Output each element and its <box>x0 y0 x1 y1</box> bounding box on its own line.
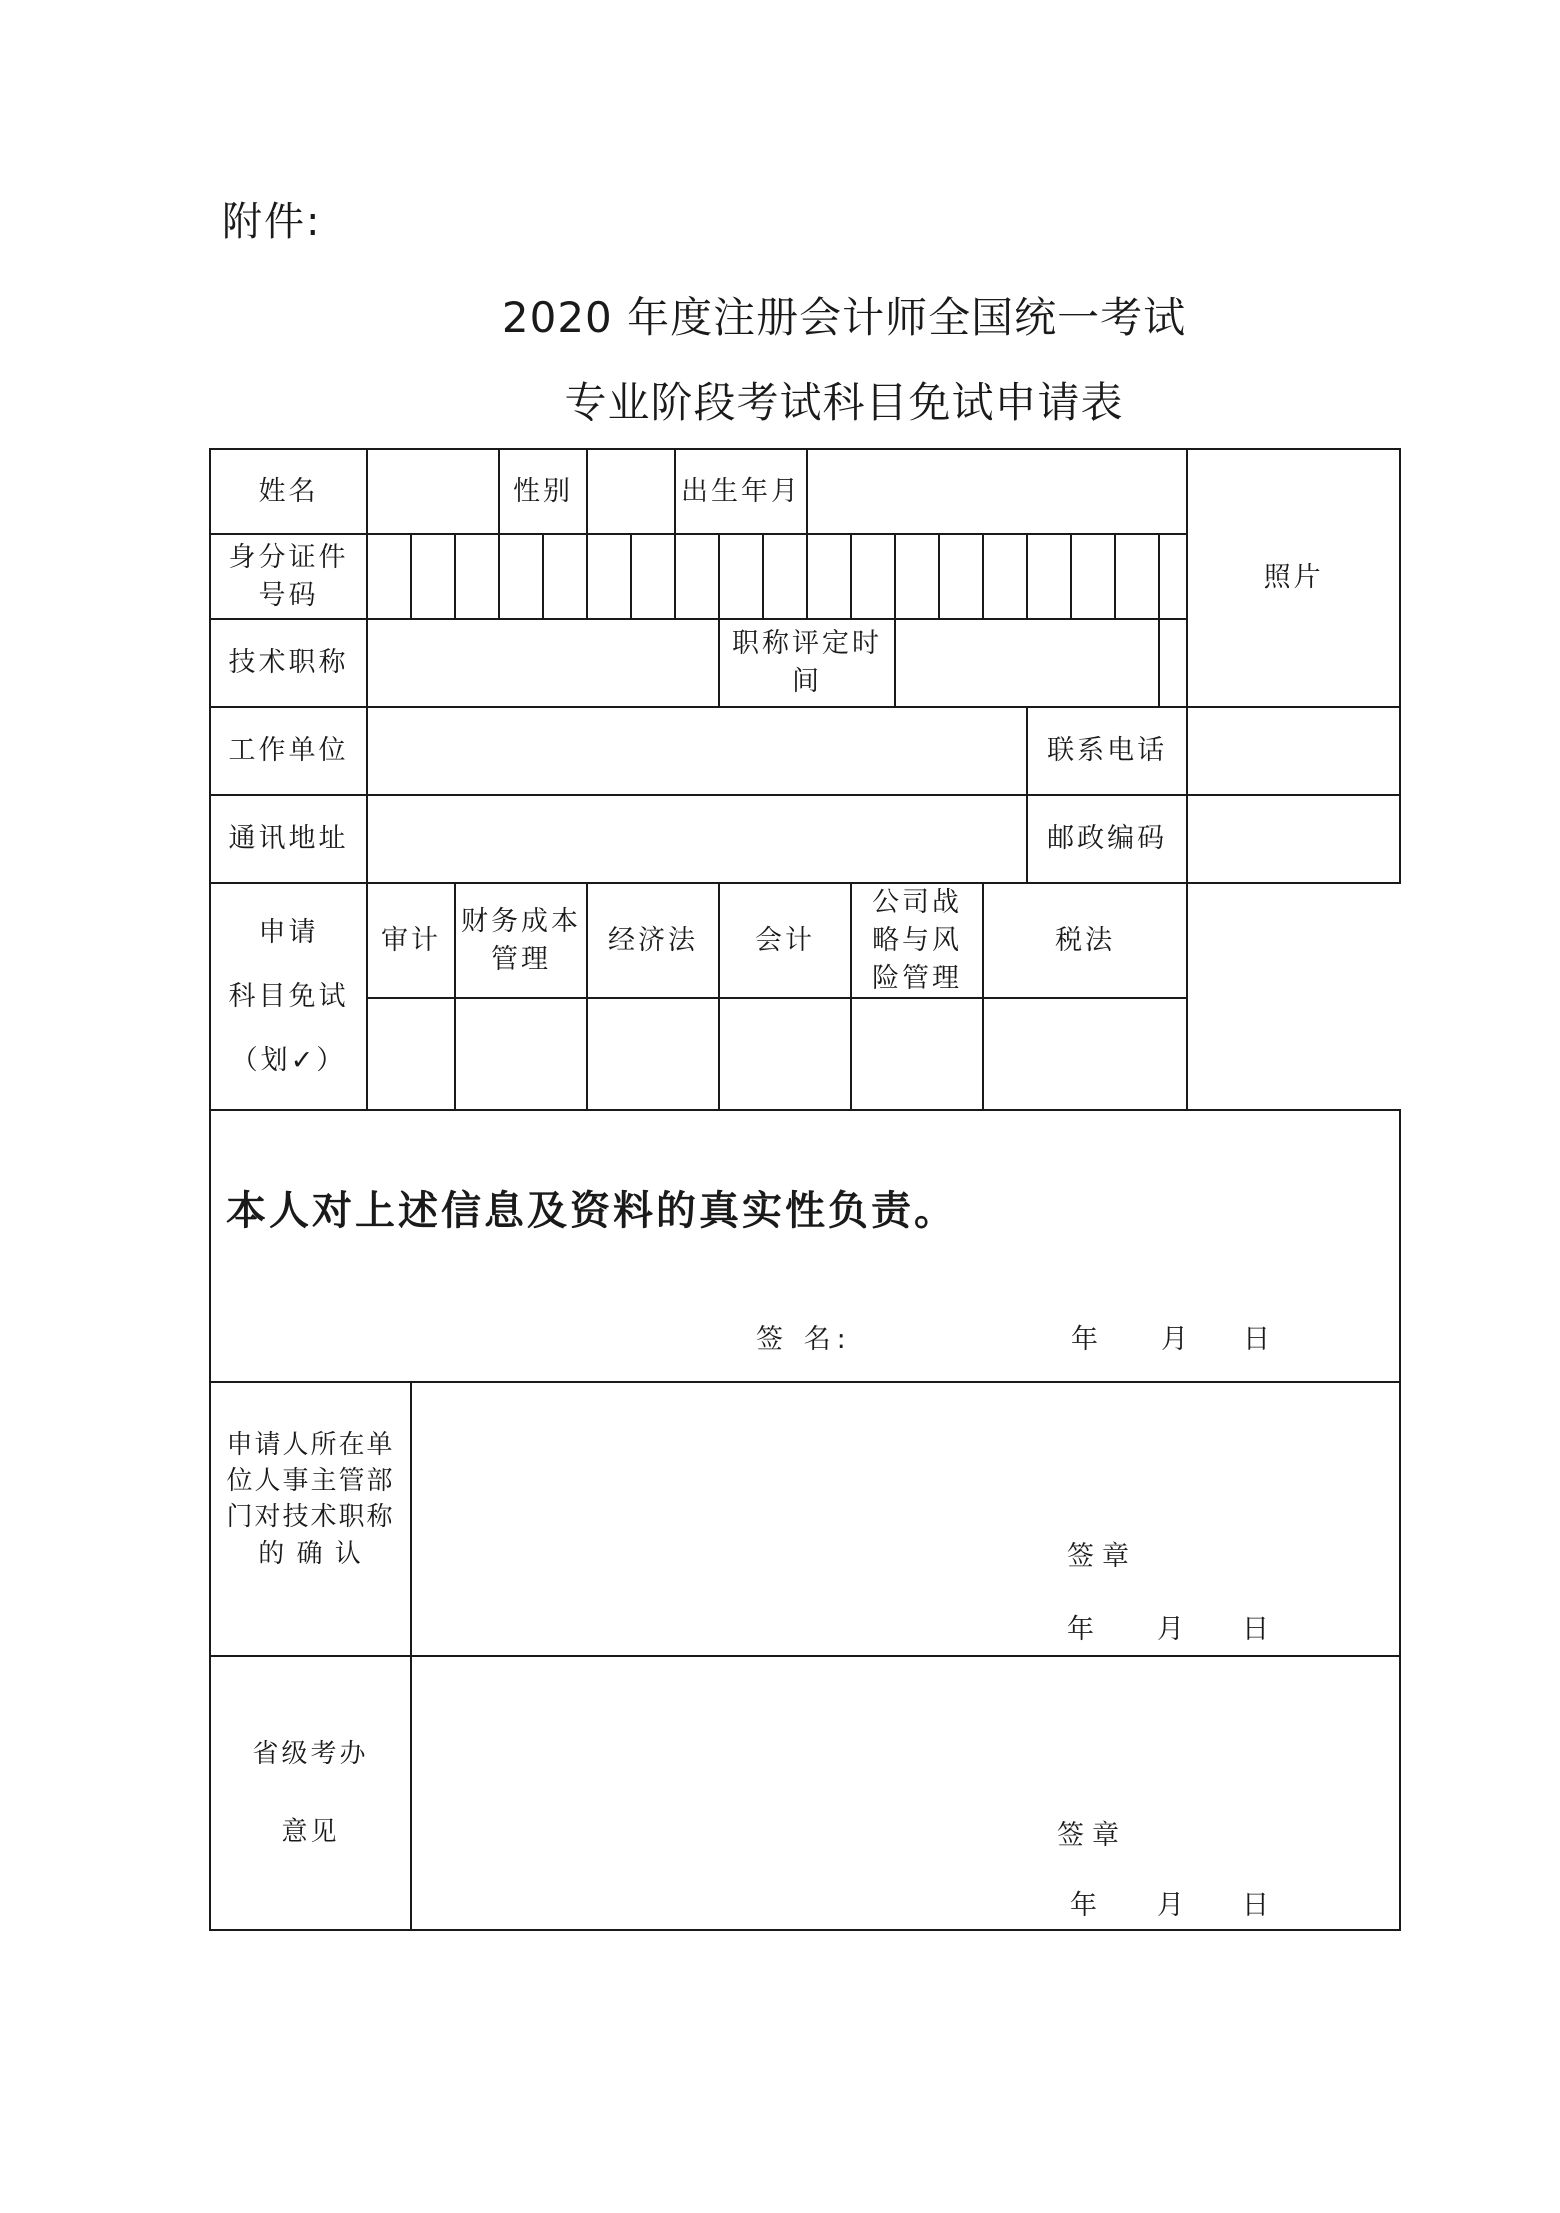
check-audit[interactable] <box>367 998 455 1110</box>
id-digit-box[interactable] <box>719 534 763 619</box>
unit-confirm-line3: 门对技术职称 <box>226 1502 395 1533</box>
unit-confirm-line4: 的 确 认 <box>258 1538 363 1569</box>
id-number-label <box>210 534 367 619</box>
unit-confirm-line1: 申请人所在单 <box>226 1429 395 1460</box>
name-field[interactable] <box>367 449 499 534</box>
id-digit-box[interactable] <box>675 534 719 619</box>
id-digit-box[interactable] <box>587 534 631 619</box>
provincial-line1: 省级考办 <box>252 1739 369 1769</box>
gender-label: 性别 <box>499 449 587 534</box>
postcode-label: 邮政编码 <box>1027 795 1187 883</box>
subject-audit: 审计 <box>367 883 455 998</box>
photo-box[interactable] <box>1187 449 1400 707</box>
id-digit-box[interactable] <box>543 534 587 619</box>
title-date-field[interactable] <box>895 619 1159 707</box>
application-form-table <box>209 448 1401 1931</box>
provincial-day-label: 日 <box>1242 1890 1272 1922</box>
subject-strategy-risk-text: 公司战略与风险管理 <box>872 887 963 994</box>
birth-label: 出生年月 <box>675 449 807 534</box>
exempt-label-line2: 科目免试 <box>228 980 349 1012</box>
subject-strategy-risk <box>851 883 983 998</box>
work-unit-label: 工作单位 <box>210 707 367 795</box>
birth-field[interactable] <box>807 449 1187 534</box>
id-digit-box-end <box>1159 534 1187 619</box>
address-label: 通讯地址 <box>210 795 367 883</box>
exempt-subjects-label <box>210 883 367 1110</box>
unit-confirmation-label <box>210 1382 411 1656</box>
attachment-label: 附件: <box>222 199 322 245</box>
subject-financial-cost-management: 财务成本管理 <box>455 883 587 998</box>
id-digit-box[interactable] <box>1071 534 1115 619</box>
id-digit-box[interactable] <box>1027 534 1071 619</box>
unit-confirmation-box[interactable] <box>411 1382 1400 1656</box>
id-digit-box[interactable] <box>983 534 1027 619</box>
exempt-label-line1: 申请 <box>258 917 319 948</box>
id-digit-box[interactable] <box>1115 534 1159 619</box>
signature-label: 签 名: <box>756 1324 852 1356</box>
id-label-line2: 号码 <box>258 579 319 611</box>
unit-day-label: 日 <box>1242 1614 1272 1646</box>
subject-tax-law: 税法 <box>983 883 1187 998</box>
check-economic-law[interactable] <box>587 998 719 1110</box>
id-digit-box[interactable] <box>631 534 675 619</box>
tech-title-label: 技术职称 <box>210 619 367 707</box>
check-financial-cost-management[interactable] <box>455 998 587 1110</box>
declaration-text: 本人对上述信息及资料的真实性负责。 <box>226 1188 957 1235</box>
id-digit-box[interactable] <box>807 534 851 619</box>
form-title-line1: 2020 年度注册会计师全国统一考试 <box>501 293 1187 342</box>
check-strategy-risk[interactable] <box>851 998 983 1110</box>
provincial-month-label: 月 <box>1157 1890 1187 1922</box>
provincial-opinion-label <box>210 1656 411 1930</box>
phone-label: 联系电话 <box>1027 707 1187 795</box>
photo-label: 照片 <box>1263 562 1324 594</box>
id-digit-box[interactable] <box>411 534 455 619</box>
id-digit-box[interactable] <box>939 534 983 619</box>
id-digit-box[interactable] <box>455 534 499 619</box>
month-label: 月 <box>1161 1324 1191 1356</box>
name-label: 姓名 <box>210 449 367 534</box>
subject-accounting: 会计 <box>719 883 851 998</box>
unit-month-label: 月 <box>1157 1614 1187 1646</box>
declaration-box <box>210 1110 1400 1382</box>
id-digit-box[interactable] <box>895 534 939 619</box>
provincial-seal-label: 签章 <box>1057 1820 1127 1852</box>
work-unit-field[interactable] <box>367 707 1027 795</box>
title-date-label: 职称评定时间 <box>719 619 895 707</box>
id-digit-box[interactable] <box>851 534 895 619</box>
postcode-field[interactable] <box>1187 795 1400 883</box>
unit-confirm-line2: 位人事主管部 <box>226 1466 395 1496</box>
check-tax-law[interactable] <box>983 998 1187 1110</box>
form-title-line2: 专业阶段考试科目免试申请表 <box>564 378 1124 427</box>
gender-field[interactable] <box>587 449 675 534</box>
id-digit-box[interactable] <box>763 534 807 619</box>
provincial-opinion-box[interactable] <box>411 1656 1400 1930</box>
address-field[interactable] <box>367 795 1027 883</box>
phone-field[interactable] <box>1187 707 1400 795</box>
year-label: 年 <box>1071 1324 1101 1356</box>
id-digit-box[interactable] <box>367 534 411 619</box>
provincial-year-label: 年 <box>1070 1890 1100 1922</box>
tech-title-field[interactable] <box>367 619 719 707</box>
unit-seal-label: 签章 <box>1067 1541 1137 1573</box>
provincial-line2: 意见 <box>281 1817 340 1848</box>
exempt-label-line3: （划✓） <box>230 1044 347 1076</box>
id-digit-box[interactable] <box>499 534 543 619</box>
subject-economic-law: 经济法 <box>587 883 719 998</box>
check-accounting[interactable] <box>719 998 851 1110</box>
unit-year-label: 年 <box>1067 1614 1097 1646</box>
day-label: 日 <box>1243 1324 1273 1356</box>
id-label-line1: 身分证件 <box>228 541 349 573</box>
